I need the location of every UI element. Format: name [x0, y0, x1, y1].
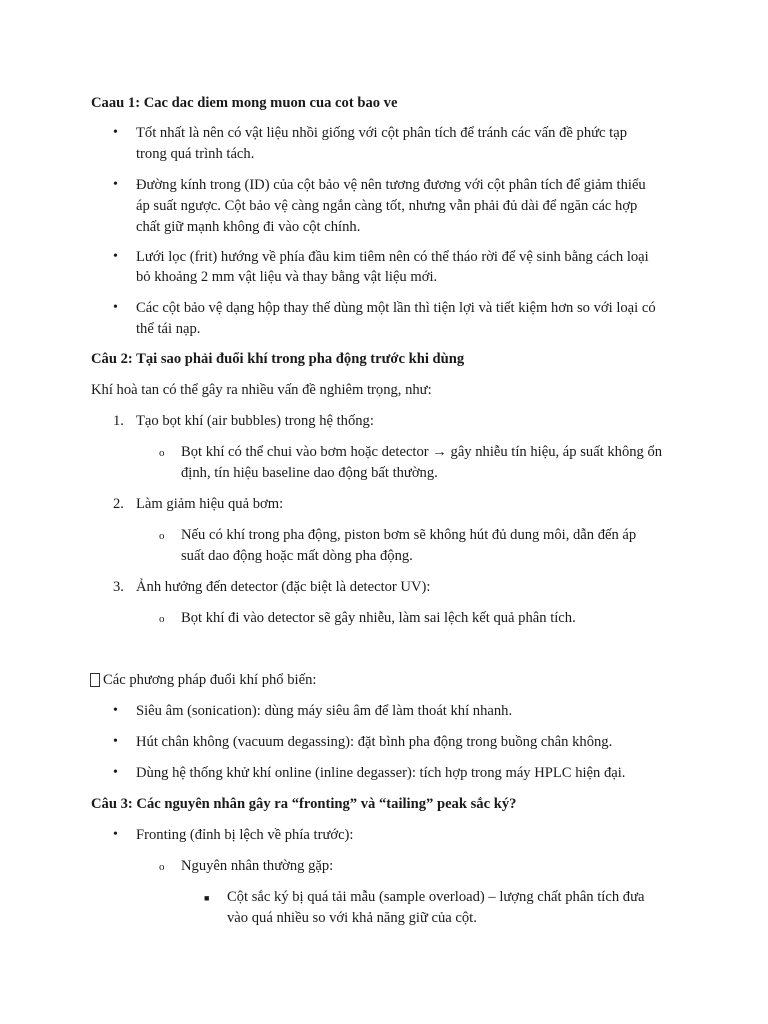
- square-bullet-icon: ■: [204, 893, 210, 903]
- bullet-icon: •: [113, 300, 118, 315]
- q3-subsub-line-1: Cột sắc ký bị quá tải mẫu (sample overload) – lượng chất phân tích đưa: [227, 889, 645, 905]
- circle-bullet-icon: o: [159, 530, 165, 542]
- q1-bullet-3-line-1: Lưới lọc (frit) hướng về phía đầu kim tiêm nên có thể tháo rời để vệ sinh bằng cách loại: [136, 249, 649, 265]
- q3-sub: Nguyên nhân thường gặp:: [181, 858, 334, 874]
- circle-bullet-icon: o: [159, 613, 165, 625]
- bullet-icon: •: [113, 734, 118, 749]
- circle-bullet-icon: o: [159, 861, 165, 873]
- bullet-icon: •: [113, 177, 118, 192]
- q1-bullet-2-line-3: chất giữ mạnh không đi vào cột chính.: [136, 219, 361, 235]
- q1-bullet-3-line-2: bỏ khoảng 2 mm vật liệu và thay bằng vật liệu mới.: [136, 269, 438, 285]
- q3-heading: Câu 3: Các nguyên nhân gây ra “fronting” và “tailing” peak sắc ký?: [91, 796, 517, 812]
- q2-item-2-sub-line-1: Nếu có khí trong pha động, piston bơm sẽ không hút đủ dung môi, dẫn đến áp: [181, 527, 637, 543]
- q1-bullet-2-line-2: áp suất ngược. Cột bảo vệ càng ngắn càng tốt, nhưng vẫn phải đủ dài để ngăn các hợp: [136, 198, 638, 214]
- q2-method-3: Dùng hệ thống khử khí online (inline degasser): tích hợp trong máy HPLC hiện đại.: [136, 765, 626, 781]
- q2-item-3-sub-line-1: Bọt khí đi vào detector sẽ gây nhiễu, làm sai lệch kết quả phân tích.: [181, 610, 576, 626]
- q2-method-1: Siêu âm (sonication): dùng máy siêu âm để làm thoát khí nhanh.: [136, 703, 513, 719]
- q2-item-2-number: 2.: [113, 496, 124, 512]
- q1-bullet-1-line-1: Tốt nhất là nên có vật liệu nhồi giống với cột phân tích để tránh các vấn đề phức tạp: [136, 125, 627, 141]
- bullet-icon: •: [113, 125, 118, 140]
- q1-heading: Caau 1: Cac dac diem mong muon cua cot bao ve: [91, 95, 398, 111]
- bullet-icon: •: [113, 827, 118, 842]
- q3-bullet: Fronting (đỉnh bị lệch về phía trước):: [136, 827, 354, 843]
- q3-subsub-line-2: vào quá nhiều so với khả năng giữ của cột.: [227, 910, 477, 926]
- bullet-icon: •: [113, 765, 118, 780]
- circle-bullet-icon: o: [159, 447, 165, 459]
- q2-item-1-number: 1.: [113, 413, 124, 429]
- q2-item-2-text: Làm giảm hiệu quả bơm:: [136, 496, 284, 512]
- q1-bullet-1-line-2: trong quá trình tách.: [136, 146, 255, 162]
- bullet-icon: •: [113, 249, 118, 264]
- q1-bullet-4-line-1: Các cột bảo vệ dạng hộp thay thế dùng một lần thì tiện lợi và tiết kiệm hơn so với loại có: [136, 300, 656, 316]
- q2-item-2-sub-line-2: suất dao động hoặc mất dòng pha động.: [181, 548, 413, 564]
- q2-methods-title: Các phương pháp đuổi khí phổ biến:: [103, 672, 317, 688]
- q2-heading: Câu 2: Tại sao phải đuổi khí trong pha động trước khi dùng: [91, 351, 465, 367]
- q2-item-3-number: 3.: [113, 579, 124, 595]
- q2-item-1-sub-line-1: Bọt khí có thể chui vào bơm hoặc detector → gây nhiễu tín hiệu, áp suất không ổn: [181, 444, 663, 460]
- missing-glyph-box-icon: [90, 673, 100, 687]
- q1-bullet-4-line-2: thể tái nạp.: [136, 321, 201, 337]
- q2-item-1-text: Tạo bọt khí (air bubbles) trong hệ thống:: [136, 413, 374, 429]
- q1-bullet-2-line-1: Đường kính trong (ID) của cột bảo vệ nên tương đương với cột phân tích để giảm thiểu: [136, 177, 646, 193]
- q2-item-3-text: Ảnh hưởng đến detector (đặc biệt là detector UV):: [136, 579, 431, 595]
- bullet-icon: •: [113, 703, 118, 718]
- q2-item-1-sub-line-2: định, tín hiệu baseline dao động bất thường.: [181, 465, 438, 481]
- q2-intro: Khí hoà tan có thể gây ra nhiều vấn đề nghiêm trọng, như:: [91, 382, 432, 398]
- q2-method-2: Hút chân không (vacuum degassing): đặt bình pha động trong buồng chân không.: [136, 734, 613, 750]
